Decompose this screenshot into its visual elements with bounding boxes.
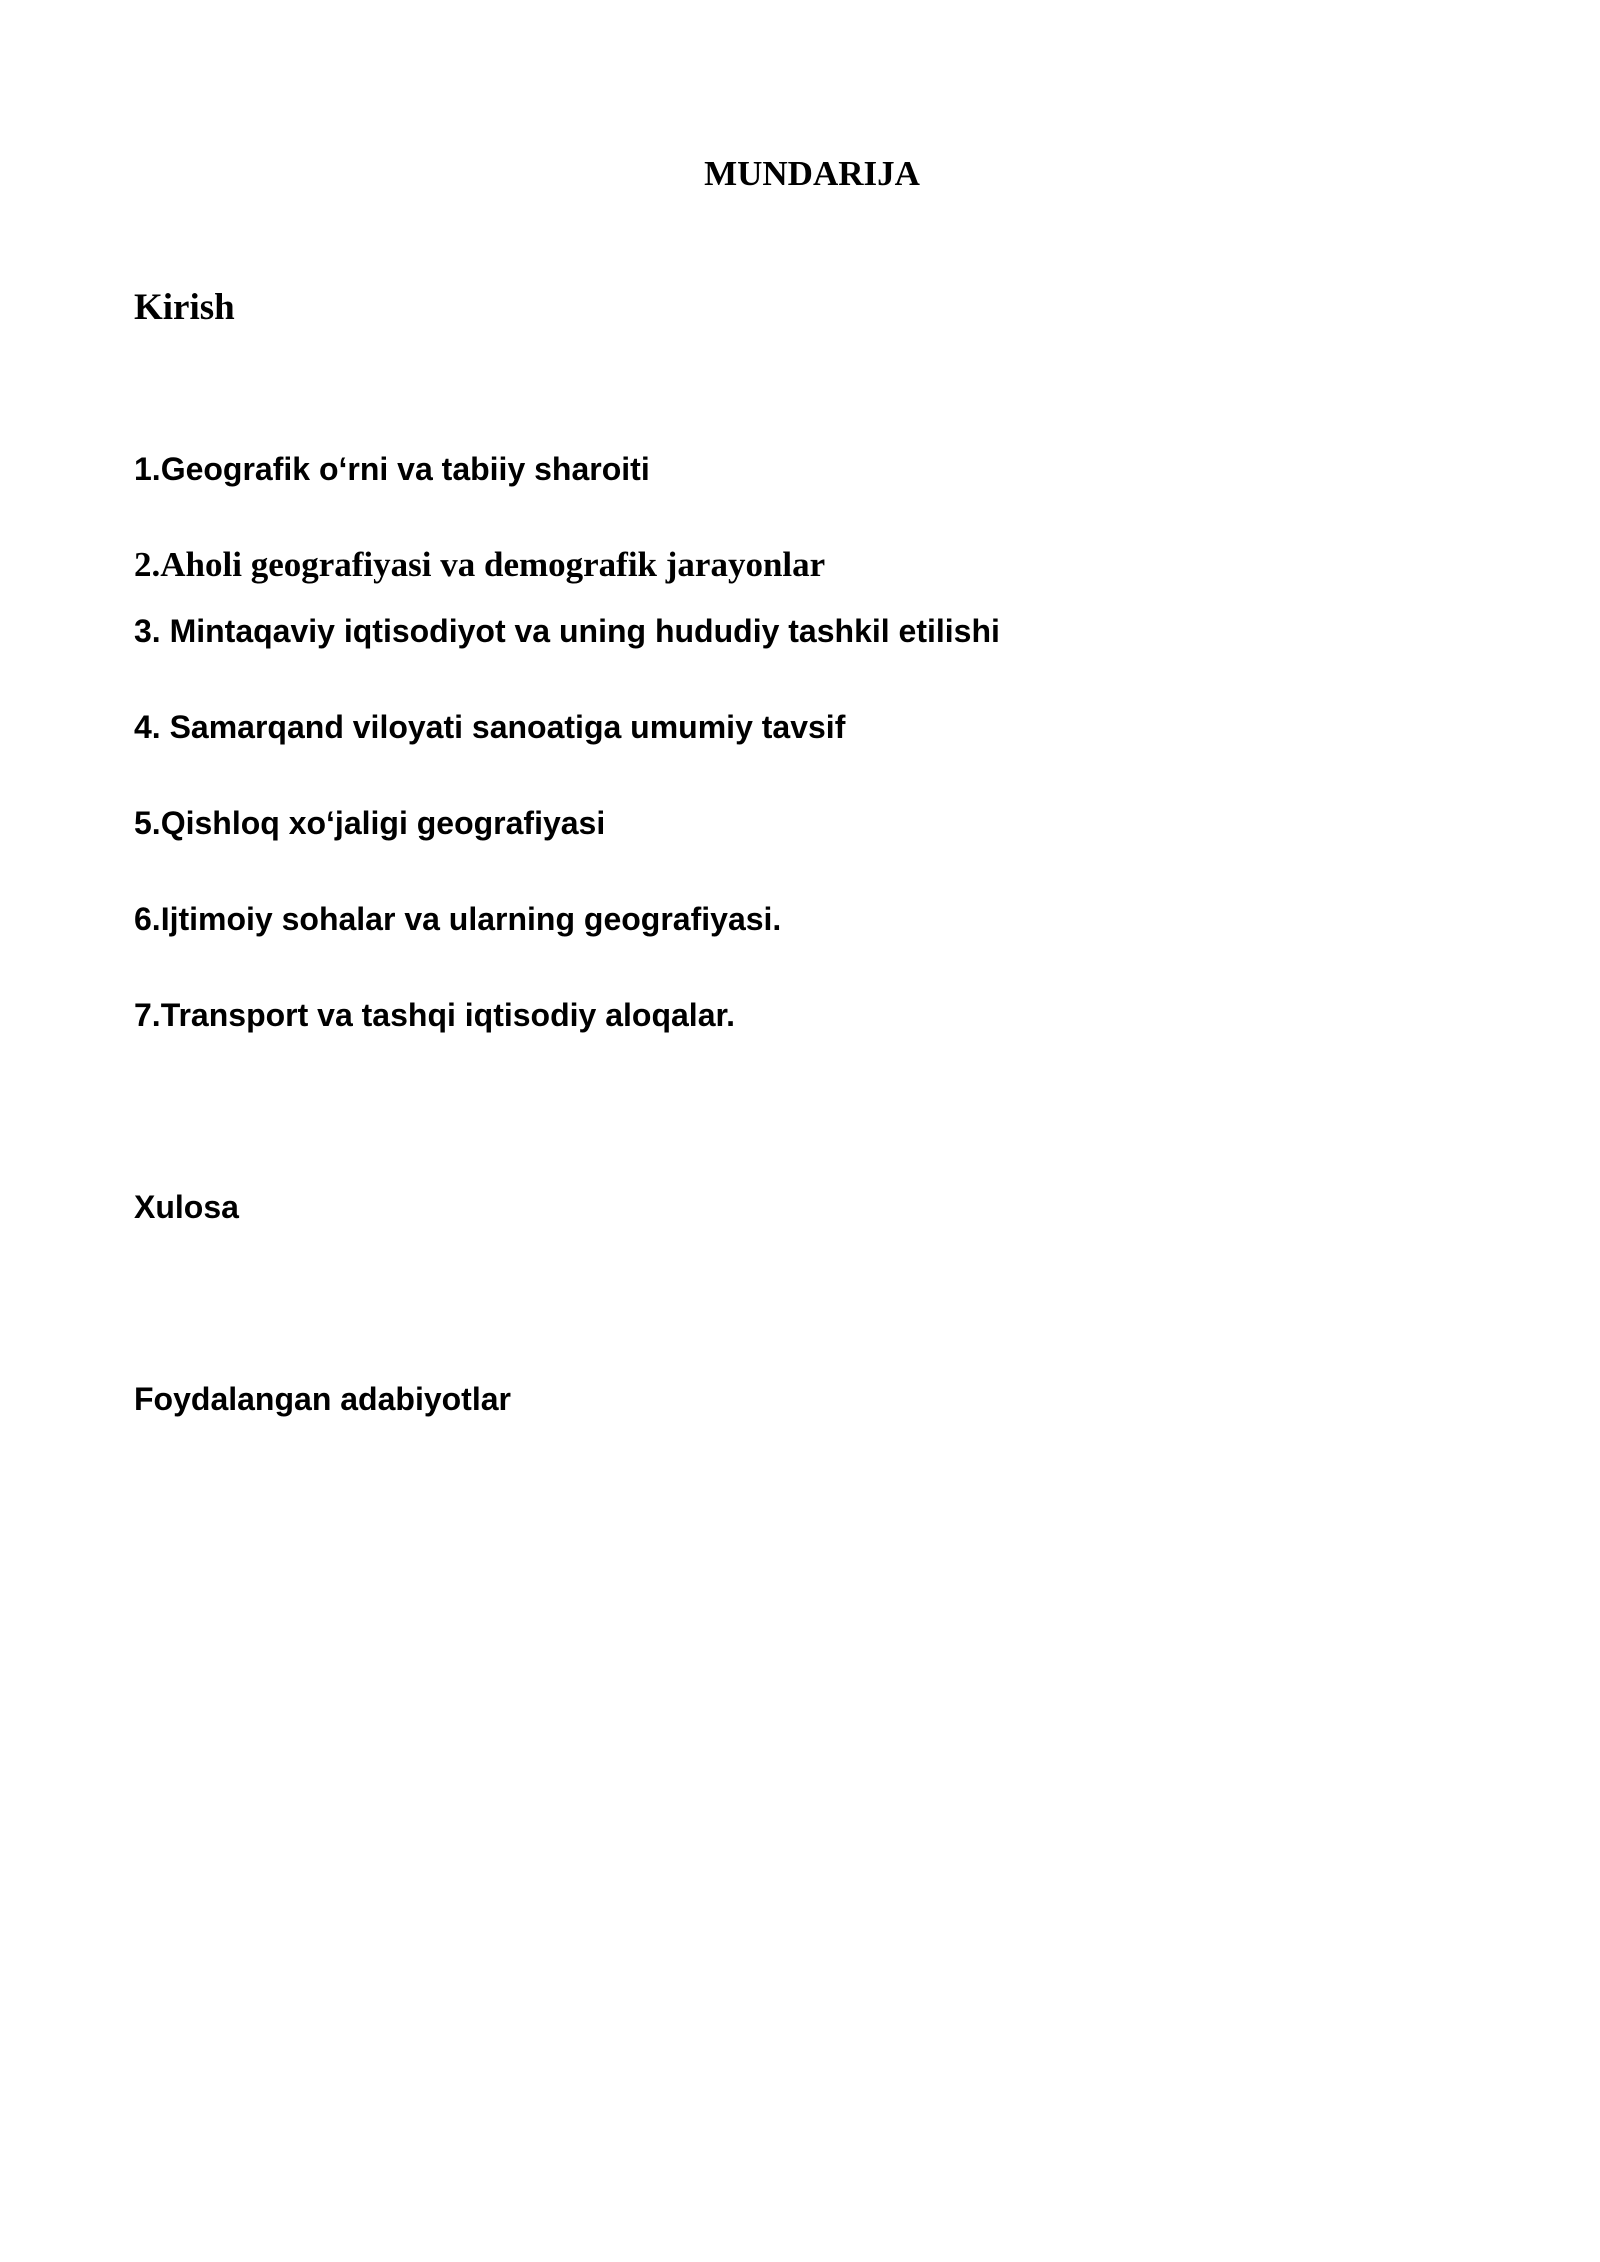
toc-references: Foydalangan adabiyotlar (134, 1381, 511, 1417)
toc-item-3: 3. Mintaqaviy iqtisodiyot va uning hududiy tashkil etilishi (134, 613, 1000, 649)
toc-conclusion: Xulosa (134, 1189, 239, 1225)
toc-item-7: 7.Transport va tashqi iqtisodiy aloqalar. (134, 997, 736, 1033)
toc-item-5: 5.Qishloq xo‘jaligi geografiyasi (134, 805, 606, 841)
toc-item-6: 6.Ijtimoiy sohalar va ularning geografiyasi. (134, 901, 782, 937)
toc-intro: Kirish (134, 287, 235, 328)
toc-item-1: 1.Geografik o‘rni va tabiiy sharoiti (134, 451, 650, 487)
page-title: MUNDARIJA (704, 154, 920, 193)
toc-item-2: 2.Aholi geografiyasi va demografik jarayonlar (134, 545, 826, 584)
toc-item-4: 4. Samarqand viloyati sanoatiga umumiy tavsif (134, 709, 846, 745)
